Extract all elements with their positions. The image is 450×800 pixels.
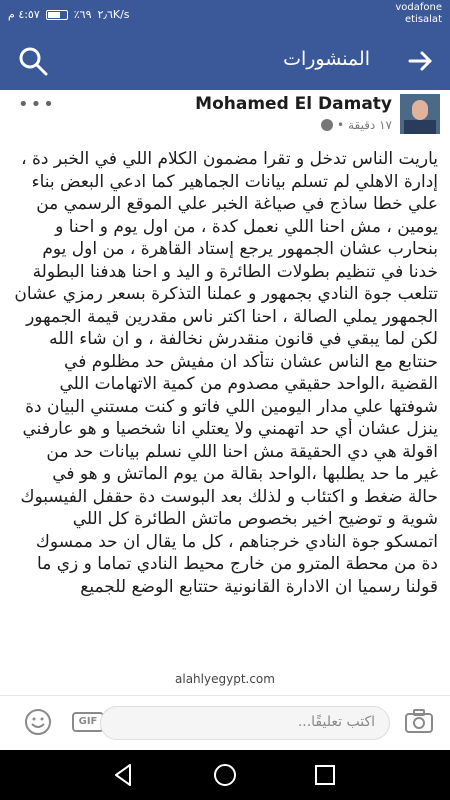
post-meta <box>321 118 392 132</box>
post-body <box>10 148 438 598</box>
status-bar <box>0 0 450 30</box>
recents-icon[interactable] <box>312 762 338 788</box>
post-line: شوية و توضيح اخير بخصوص ماتش الطائرة كل اللي <box>72 509 438 529</box>
battery-icon <box>46 10 68 20</box>
arrow-right-icon[interactable] <box>408 50 434 72</box>
carrier-info <box>395 2 442 26</box>
post-line: اتمسكو جوة النادي خرجناهم ، كل ما يقال ان حد ممسوك <box>35 531 438 552</box>
more-options-icon[interactable]: ••• <box>18 94 56 115</box>
home-icon[interactable] <box>212 762 238 788</box>
carrier-primary: vodafone <box>395 2 442 13</box>
post-author[interactable]: Mohamed El Damaty <box>195 94 392 114</box>
post-line: غير ما حد يطلبها ،الواحد بقالة من يوم الماتش و هو في <box>52 464 438 484</box>
comment-input[interactable]: اكتب تعليقًا... <box>100 706 390 740</box>
android-nav-bar <box>0 750 450 800</box>
post-line: تتلعب جوة النادي بجمهور و عملنا التذكرة بسعر رمزي عشان <box>14 284 438 304</box>
post-line: حنتابع مع الناس عشان نتأكد ان مفيش حد مظلوم في <box>64 351 438 372</box>
back-icon[interactable] <box>110 762 136 788</box>
post-line: ياريت الناس تدخل و تقرا مضمون الكلام اللي في الخبر دة ، <box>21 149 438 169</box>
post-line: إدارة الاهلي لم تسلم بيانات الجماهير كما ادعي البعض بناء <box>31 171 438 192</box>
gif-button[interactable]: GIF <box>72 712 104 732</box>
post-line: خدنا في تنظيم بطولات الطائرة و اليد و احنا هدفنا البطولة <box>32 261 438 282</box>
camera-icon[interactable] <box>404 708 434 734</box>
post-line: شوفتها علي مدار اليومين اللي فاتو و كنت مستني البيان دة <box>25 396 438 417</box>
search-icon[interactable] <box>18 46 48 76</box>
app-header <box>0 30 450 90</box>
post-line: قولنا رسميا ان الادارة القانونية حتتابع الوضع للجميع <box>80 576 438 597</box>
separator-dot: • <box>337 118 345 132</box>
post-line: دة من محطة المترو من خارج محيط النادي تماما و زي ما <box>37 554 438 574</box>
avatar-body <box>404 120 436 134</box>
avatar[interactable] <box>400 94 440 134</box>
emoji-icon[interactable] <box>24 708 52 736</box>
post-time[interactable]: ١٧ دقيقة <box>348 118 392 132</box>
status-left <box>8 8 130 21</box>
post-line: القضية ،الواحد حقيقي مصدوم من كمية الاتهامات اللي <box>59 374 438 394</box>
battery-level: ٪٦٩ <box>73 8 92 21</box>
post-line: الجمهور يملي الصالة ، احنا اكتر ناس مقدرين قيمة الجمهور <box>26 306 438 327</box>
post-line: بنحارب عشان الجمهور يرجع إستاد القاهرة ، من اول يوم <box>42 239 438 259</box>
carrier-secondary: etisalat <box>404 14 442 25</box>
post-line: حالة ضغط و اكتئاب و لذلك بعد البوست دة حقفل الفيسبوك <box>20 486 438 507</box>
post-link[interactable]: alahlyegypt.com <box>175 672 275 686</box>
post-line: اقولة هي دي الحقيقة مش احنا اللي نسلم بيانات حد من <box>46 441 438 462</box>
post-line: يومين ، مش احنا اللي نعمل كدة ، من اول يوم و احنا و <box>55 216 438 237</box>
avatar-face <box>412 100 428 120</box>
page-title: المنشورات <box>283 48 370 70</box>
post-line: ينزل عشان أي حد اتهمني ولا يعتلي انا شخصيا و هو عارفني <box>22 419 438 439</box>
post-line: لكن لما يبقي في قانون منقدرش نخالفة ، و ان شاء الله <box>49 329 438 349</box>
comment-composer <box>0 695 450 750</box>
post-card <box>0 90 450 690</box>
network-speed: ٢٫٦K/s <box>97 8 130 21</box>
post-line: علي خطا ساذج في صياغة الخبر علي الموقع الرسمي من <box>36 194 438 214</box>
status-time: ٤:٥٧ م <box>8 8 40 21</box>
globe-icon <box>321 119 333 131</box>
